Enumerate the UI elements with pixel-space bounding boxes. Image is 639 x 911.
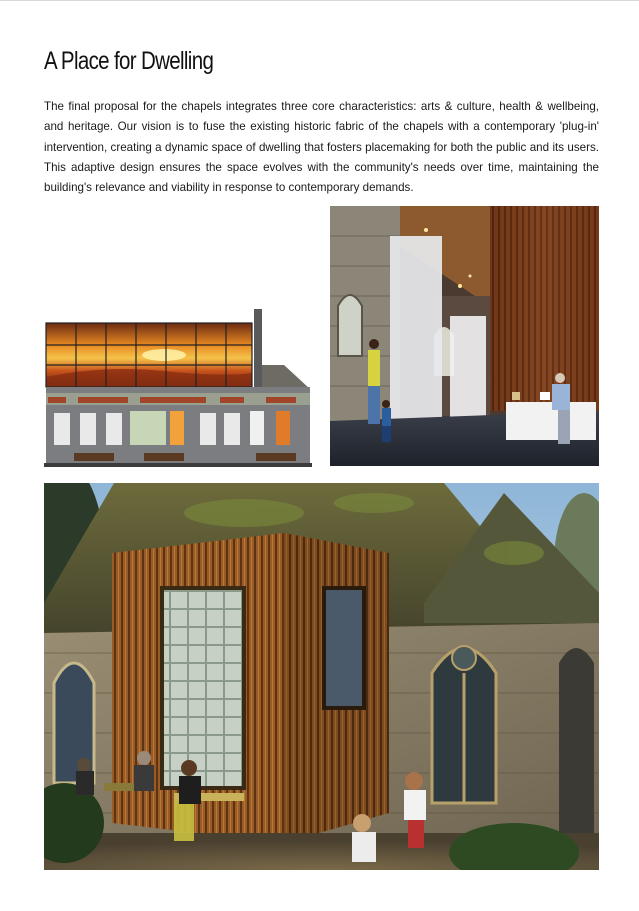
interior-gallery-image bbox=[330, 206, 599, 466]
exterior-pod-image bbox=[44, 483, 599, 870]
page-title: A Place for Dwelling bbox=[44, 47, 214, 75]
intro-paragraph: The final proposal for the chapels integrates three core characteristics: arts & culture, health & wellbeing, and heritage. Our vision is to fuse the existing historic fabric of the chapels with a contemporary 'plug-in' intervention, creating a dynamic space of dwelling that fosters placemaking for both the public and its users. This adaptive design ensures the space evolves with the community's needs over time, maintaining the building's relevance and viability in response to contemporary demands. bbox=[44, 100, 599, 195]
elevation-drawing-image bbox=[44, 307, 312, 467]
